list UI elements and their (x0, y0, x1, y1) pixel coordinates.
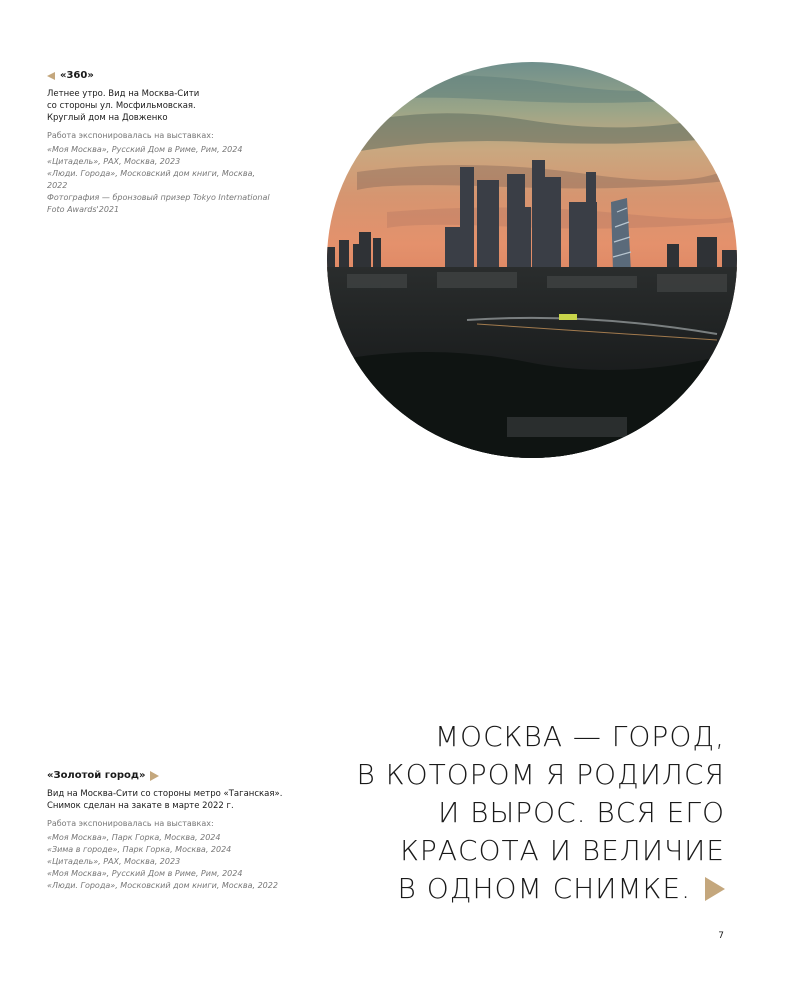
quote-line (357, 870, 725, 908)
top-caption-description-line: Круглый дом на Довженко (47, 113, 168, 123)
skyline-photo (327, 62, 737, 458)
quote-text: КРАСОТА И ВЕЛИЧИЕ (400, 834, 725, 867)
bottom-caption (47, 769, 347, 892)
exhibition-item: «Моя Москва», Парк Горка, Москва, 2024 (47, 833, 221, 842)
bottom-caption-description (47, 788, 347, 812)
top-caption-description-line: со стороны ул. Мосфильмовская. (47, 101, 196, 111)
exhibition-item: 2022 (47, 181, 68, 190)
bottom-caption-description-line: Вид на Москва-Сити со стороны метро «Таганская». (47, 789, 283, 799)
top-caption-description-line: Летнее утро. Вид на Москва-Сити (47, 89, 200, 99)
exhibition-item: «Цитадель», РАХ, Москва, 2023 (47, 157, 181, 166)
exhibition-item: «Моя Москва», Русский Дом в Риме, Рим, 2024 (47, 869, 243, 878)
exhibition-item: «Люди. Города», Московский дом книги, Москва, (47, 169, 256, 178)
quote-text: В КОТОРОМ Я РОДИЛСЯ (356, 758, 725, 791)
quote-text: МОСКВА — ГОРОД, (434, 720, 725, 753)
bottom-caption-description-line: Снимок сделан на закате в марте 2022 г. (47, 801, 234, 811)
top-caption-exhibitions-list (47, 144, 307, 216)
page-number: 7 (718, 931, 724, 941)
quote-text: В ОДНОМ СНИМКЕ. (397, 872, 691, 905)
bottom-caption-exhibitions-label: Работа экспонировалась на выставках: (47, 819, 214, 828)
triangle-right-icon (705, 877, 725, 901)
top-caption-title-row (47, 69, 307, 83)
triangle-right-icon (150, 771, 159, 781)
exhibition-item: «Моя Москва», Русский Дом в Риме, Рим, 2024 (47, 145, 243, 154)
top-caption-title: «360» (60, 70, 94, 81)
quote-line (357, 832, 725, 870)
triangle-left-icon (47, 72, 55, 80)
bottom-caption-exhibitions-list (47, 832, 347, 892)
quote-line (357, 756, 725, 794)
top-caption-exhibitions-label: Работа экспонировалась на выставках: (47, 131, 214, 140)
top-caption-description (47, 88, 307, 124)
exhibition-item: Foto Awards'2021 (47, 205, 120, 214)
top-caption (47, 69, 307, 216)
exhibition-item: «Цитадель», РАХ, Москва, 2023 (47, 857, 181, 866)
exhibition-item: «Люди. Города», Московский дом книги, Москва, 2022 (47, 881, 278, 890)
exhibition-item: Фотография — бронзовый призер Tokyo International (47, 193, 270, 202)
quote-line (357, 794, 725, 832)
bottom-caption-title-row (47, 769, 347, 783)
quote-text: И ВЫРОС. ВСЯ ЕГО (438, 796, 725, 829)
bottom-caption-title: «Золотой город» (47, 770, 146, 781)
pull-quote (357, 718, 725, 908)
quote-line (357, 718, 725, 756)
exhibition-item: «Зима в городе», Парк Горка, Москва, 2024 (47, 845, 232, 854)
